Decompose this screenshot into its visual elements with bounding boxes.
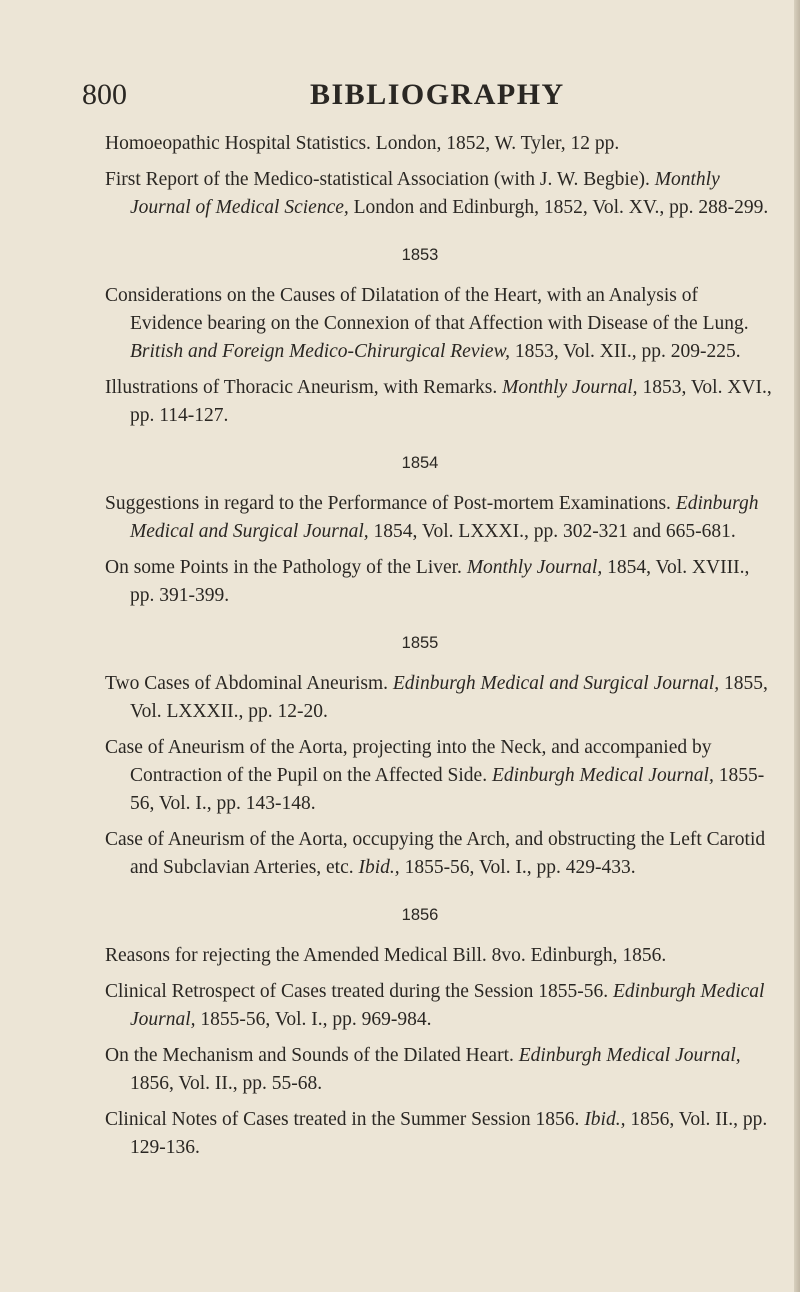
year-heading: 1853 (401, 246, 439, 264)
bibliography-entry: Case of Aneurism of the Aorta, occupying the Arch, and obstructing the Left Carotid and Subclavian Arteries, etc. Ibid., 1855-56, Vol. I., pp. 429-433. (105, 829, 766, 878)
journal-title: Monthly Journal, (502, 377, 638, 398)
bibliography-entry: On the Mechanism and Sounds of the Dilated Heart. Edinburgh Medical Journal, 1856, Vol. II., pp. 55-68. (105, 1045, 741, 1094)
bibliography-entry: Clinical Retrospect of Cases treated during the Session 1855-56. Edinburgh Medical Journal, 1855-56, Vol. I., pp. 969-984. (105, 981, 765, 1030)
running-title: BIBLIOGRAPHY (310, 78, 565, 111)
bibliography-entry: Reasons for rejecting the Amended Medical Bill. 8vo. Edinburgh, 1856. (105, 945, 667, 966)
bibliography-entry: Suggestions in regard to the Performance of Post-mortem Examinations. Edinburgh Medical and Surgical Journal, 1854, Vol. LXXXI., pp. 302-321 and 665-681. (105, 493, 759, 542)
bibliography-section (105, 632, 775, 882)
bibliography-section (105, 244, 775, 430)
journal-title: Ibid., (584, 1109, 626, 1130)
bibliography-entry: Illustrations of Thoracic Aneurism, with Remarks. Monthly Journal, 1853, Vol. XVI., pp. 114-127. (105, 377, 772, 426)
bibliography-content (105, 130, 775, 1170)
bibliography-entry: First Report of the Medico-statistical Association (with J. W. Begbie). Monthly Journal of Medical Science, London and Edinburgh, 1852, Vol. XV., pp. 288-299. (105, 169, 769, 218)
bibliography-section (105, 904, 775, 1162)
journal-title: Edinburgh Medical Journal, (518, 1045, 741, 1066)
bibliography-entry: Homoeopathic Hospital Statistics. London, 1852, W. Tyler, 12 pp. (105, 133, 620, 154)
year-heading: 1854 (401, 454, 439, 472)
journal-title: Ibid., (358, 857, 400, 878)
bibliography-entry: Two Cases of Abdominal Aneurism. Edinburgh Medical and Surgical Journal, 1855, Vol. LXXXII., pp. 12-20. (105, 673, 768, 722)
journal-title: British and Foreign Medico-Chirurgical Review, (130, 341, 511, 362)
bibliography-entry: On some Points in the Pathology of the Liver. Monthly Journal, 1854, Vol. XVIII., pp. 391-399. (105, 557, 750, 606)
bibliography-entry: Clinical Notes of Cases treated in the Summer Session 1856. Ibid., 1856, Vol. II., pp. 129-136. (105, 1109, 768, 1158)
year-heading: 1855 (401, 634, 439, 652)
bibliography-section (105, 452, 775, 610)
journal-title: Edinburgh Medical Journal, (130, 981, 765, 1030)
year-heading: 1856 (401, 906, 439, 924)
page-header (82, 78, 722, 118)
journal-title: Monthly Journal, (466, 557, 603, 578)
bibliography-entry: Case of Aneurism of the Aorta, projecting into the Neck, and accompanied by Contraction of the Pupil on the Affected Side. Edinburgh Medical Journal, 1855-56, Vol. I., pp. 143-148. (105, 737, 765, 814)
page-number: 800 (82, 78, 127, 111)
journal-title: Edinburgh Medical and Surgical Journal, (392, 673, 720, 694)
journal-title: Monthly Journal of Medical Science, (130, 169, 720, 218)
bibliography-section (105, 130, 775, 222)
journal-title: Edinburgh Medical and Surgical Journal, (130, 493, 759, 542)
journal-title: Edinburgh Medical Journal, (491, 765, 714, 786)
page-edge (794, 0, 800, 1292)
bibliography-entry: Considerations on the Causes of Dilatation of the Heart, with an Analysis of Evidence bearing on the Connexion of that Affection with Disease of the Lung. British and Foreign Medico-Chirurgical Review, 1853, Vol. XII., pp. 209-225. (105, 285, 749, 362)
